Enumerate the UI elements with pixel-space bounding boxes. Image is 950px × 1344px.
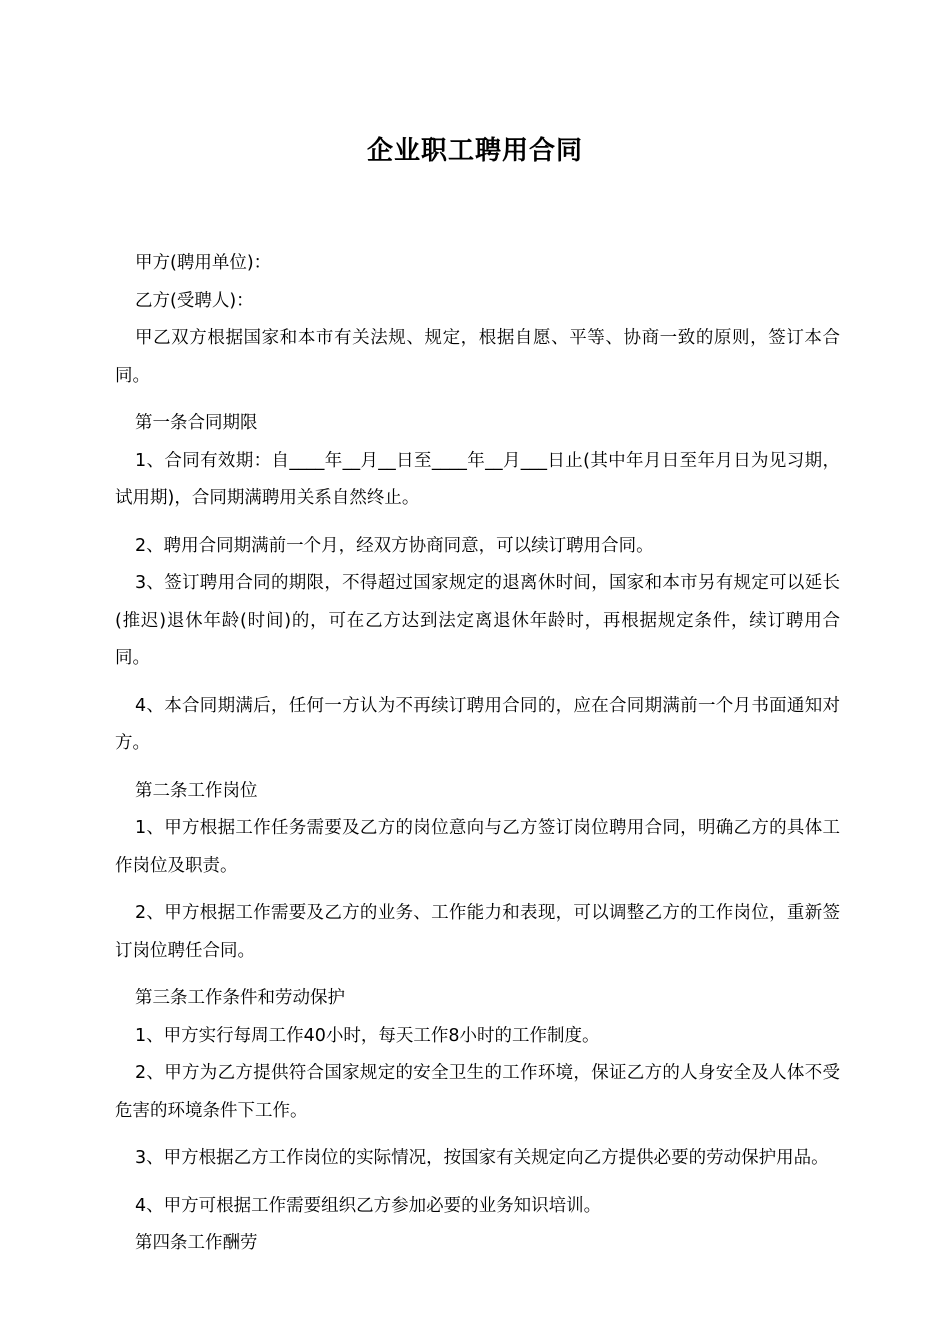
- article-3-clause-3: 3、甲方根据乙方工作岗位的实际情况，按国家有关规定向乙方提供必要的劳动保护用品。: [135, 1148, 829, 1168]
- article-2-clause-2: 2、甲方根据工作需要及乙方的业务、工作能力和表现，可以调整乙方的工作岗位，重新签订岗位聘任合同。: [115, 903, 840, 961]
- document-body: [115, 245, 840, 1263]
- document-title: 企业职工聘用合同: [366, 136, 583, 166]
- article-1-clause-1: 1、合同有效期：自____年__月__日至____年__月___日止(其中年月日至年月日为见习期，试用期)，合同期满聘用关系自然终止。: [115, 450, 840, 508]
- preamble-paragraph: 甲乙双方根据国家和本市有关法规、规定，根据自愿、平等、协商一致的原则，签订本合同。: [115, 328, 840, 386]
- article-4-heading: 第四条工作酬劳: [135, 1233, 258, 1253]
- article-3-clause-2: 2、甲方为乙方提供符合国家规定的安全卫生的工作环境，保证乙方的人身安全及人体不受危害的环境条件下工作。: [115, 1063, 840, 1121]
- article-2-heading: 第二条工作岗位: [135, 780, 258, 801]
- article-3-heading: 第三条工作条件和劳动保护: [135, 988, 345, 1008]
- party-a-line: 甲方(聘用单位)：: [135, 253, 272, 273]
- article-1-heading: 第一条合同期限: [135, 413, 258, 433]
- article-1-clause-3: 3、签订聘用合同的期限，不得超过国家规定的退离休时间，国家和本市另有规定可以延长(推迟)退休年龄(时间)的，可在乙方达到法定离退休年龄时，再根据规定条件，续订聘用合同。: [115, 573, 840, 668]
- article-1-clause-4: 4、本合同期满后，任何一方认为不再续订聘用合同的，应在合同期满前一个月书面通知对方。: [115, 695, 840, 753]
- party-b-line: 乙方(受聘人)：: [135, 290, 254, 311]
- article-1-clause-2: 2、聘用合同期满前一个月，经双方协商同意，可以续订聘用合同。: [135, 535, 654, 556]
- article-3-clause-4: 4、甲方可根据工作需要组织乙方参加必要的业务知识培训。: [135, 1195, 602, 1216]
- article-3-clause-1: 1、甲方实行每周工作40小时，每天工作8小时的工作制度。: [135, 1025, 600, 1046]
- article-2-clause-1: 1、甲方根据工作任务需要及乙方的岗位意向与乙方签订岗位聘用合同，明确乙方的具体工作岗位及职责。: [115, 818, 840, 876]
